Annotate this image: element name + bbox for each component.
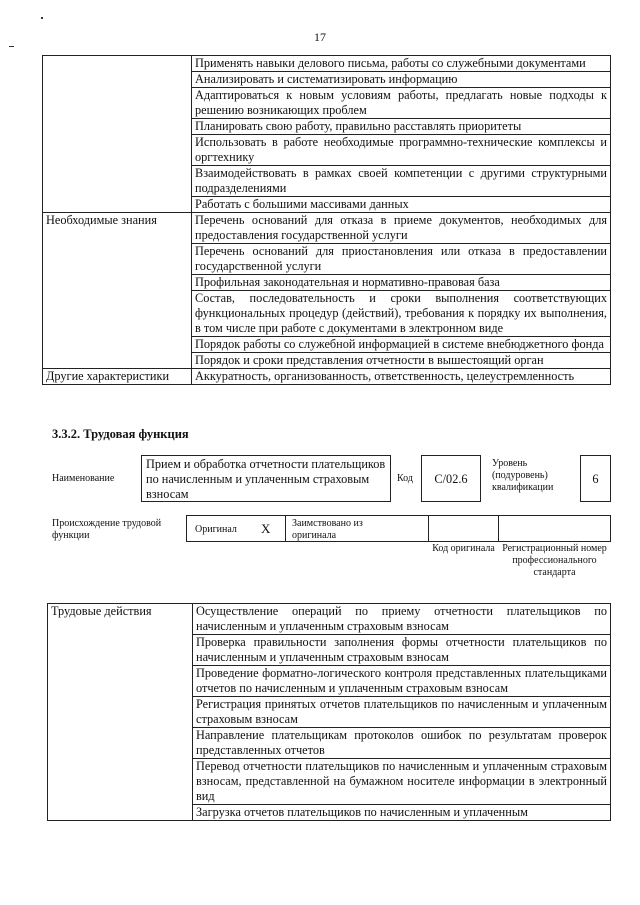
borrowed-cell (285, 515, 429, 542)
registration-number-cell (498, 515, 611, 542)
original-code-caption: Код оригинала (432, 543, 495, 554)
row-label-other: Другие характеристики (43, 369, 192, 385)
original-code-cell (428, 515, 499, 542)
table-row (43, 213, 611, 244)
table-cell: Порядок работы со служебной информацией в системе внебюджетного фонда (192, 337, 611, 353)
table-cell: Профильная законодательная и нормативно-правовая база (192, 275, 611, 291)
table-cell: Направление плательщикам протоколов ошибок по результатам проверок представленных отчетов (193, 728, 611, 759)
qualification-level-box (580, 455, 611, 502)
name-label: Наименование (52, 473, 115, 484)
registration-number-caption: Регистрационный номер профессионального стандарта (502, 543, 607, 578)
function-code-box (421, 455, 481, 502)
table-cell: Аккуратность, организованность, ответственность, целеустремленность (192, 369, 611, 385)
table-cell: Применять навыки делового письма, работы со служебными документами (192, 56, 611, 72)
table-cell: Использовать в работе необходимые программно-технические комплексы и оргтехнику (192, 135, 611, 166)
table-row (48, 604, 611, 635)
scan-mark (41, 17, 43, 19)
qualification-level: 6 (592, 472, 599, 486)
competency-table (42, 55, 611, 385)
original-cell (186, 515, 286, 542)
table-cell: Взаимодействовать в рамках своей компетенции с другими структурными подразделениями (192, 166, 611, 197)
table-cell: Перечень оснований для отказа в приеме документов, необходимых для предоставления государственной услуги (192, 213, 611, 244)
row-label-skills (43, 56, 192, 213)
function-name: Прием и обработка отчетности плательщиков по начисленным и уплаченным страховым взносам (146, 457, 386, 501)
table-cell: Перечень оснований для приостановления или отказа в предоставлении государственной услуги (192, 244, 611, 275)
row-label-actions: Трудовые действия (48, 604, 193, 821)
labor-actions-table (47, 603, 611, 821)
table-cell: Осуществление операций по приему отчетности плательщиков по начисленным и уплаченным страховым взносам (193, 604, 611, 635)
table-row (43, 56, 611, 72)
page-number: 17 (314, 30, 326, 44)
table-cell: Адаптироваться к новым условиям работы, предлагать новые подходы к решению возникающих проблем (192, 88, 611, 119)
table-cell: Перевод отчетности плательщиков по начисленным и уплаченным страховым взносам, представленной на бумажном носителе информации в электронный вид (193, 759, 611, 805)
origin-label: Происхождение трудовой функции (52, 518, 162, 541)
original-label: Оригинал (195, 524, 237, 535)
table-cell: Состав, последовательность и сроки выполнения соответствующих функциональных процедур (действий), требования к порядку их выполнения, в том числе при работе с документами в электронном виде (192, 291, 611, 337)
function-name-box (141, 455, 391, 502)
table-cell: Проведение форматно-логического контроля представленных плательщиками отчетов по начисленным и уплаченным страховым взносам (193, 666, 611, 697)
table-cell: Планировать свою работу, правильно расставлять приоритеты (192, 119, 611, 135)
table-cell: Проверка правильности заполнения формы отчетности плательщиков по начисленным и уплаченным страховым взносам (193, 635, 611, 666)
table-cell: Регистрация принятых отчетов плательщиков по начисленным и уплаченным страховым взносам (193, 697, 611, 728)
scan-mark (9, 46, 14, 47)
row-label-knowledge: Необходимые знания (43, 213, 192, 369)
section-heading: 3.3.2. Трудовая функция (52, 427, 189, 441)
code-label: Код (397, 473, 413, 484)
borrowed-label: Заимствовано из оригинала (292, 518, 363, 541)
level-label: Уровень (подуровень) квалификации (492, 458, 554, 493)
table-cell: Порядок и сроки представления отчетности в вышестоящий орган (192, 353, 611, 369)
table-cell: Работать с большими массивами данных (192, 197, 611, 213)
table-cell: Загрузка отчетов плательщиков по начисленным и уплаченным (193, 805, 611, 821)
table-cell: Анализировать и систематизировать информацию (192, 72, 611, 88)
function-code: С/02.6 (434, 472, 468, 486)
original-mark: X (261, 521, 271, 536)
table-row (43, 369, 611, 385)
